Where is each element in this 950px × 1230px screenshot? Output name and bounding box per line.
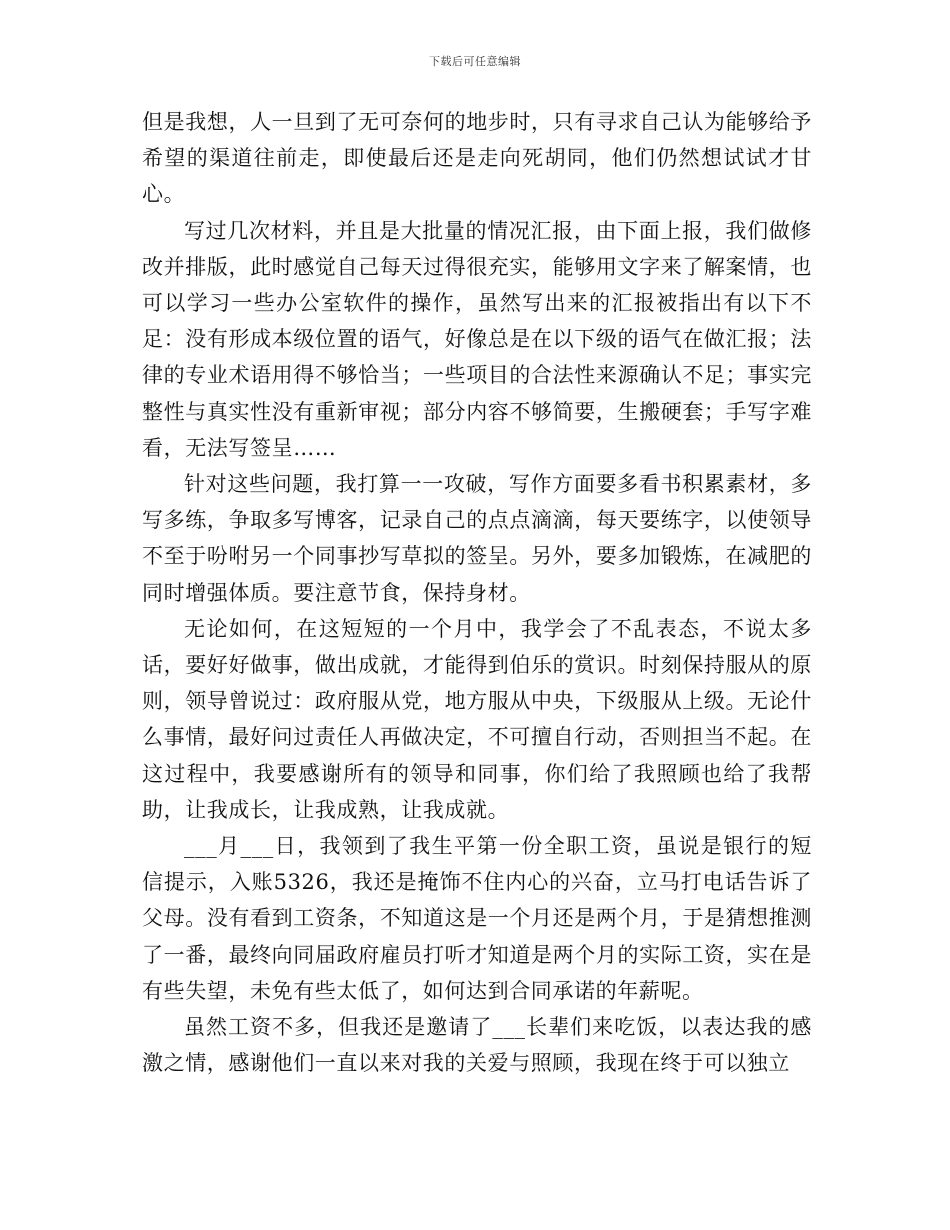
page-header: 下载后可任意编辑 xyxy=(429,55,521,68)
paragraph-3: 针对这些问题，我打算一一攻破，写作方面要多看书积累素材，多写多练，争取多写博客，记录自己的点点滴滴，每天要练字，以使领导不至于吩咐另一个同事抄写草拟的签呈。另外，要多加锻炼，在减肥的同时增强体质。要注意节食，保持身材。 xyxy=(142,472,812,605)
paragraph-1: 但是我想，人一旦到了无可奈何的地步时，只有寻求自己认为能够给予希望的渠道往前走，即使最后还是走向死胡同，他们仍然想试试才甘心。 xyxy=(142,110,812,207)
document-body xyxy=(142,104,812,1081)
paragraph-2: 写过几次材料，并且是大批量的情况汇报，由下面上报，我们做修改并排版，此时感觉自己每天过得很充实，能够用文字来了解案情，也可以学习一些办公室软件的操作，虽然写出来的汇报被指出有以下不足：没有形成本级位置的语气，好像总是在以下级的语气在做汇报；法律的专业术语用得不够恰当；一些项目的合法性来源确认不足；事实完整性与真实性没有重新审视；部分内容不够简要，生搬硬套；手写字难看，无法写签呈…… xyxy=(142,218,812,460)
paragraph-4: 无论如何，在这短短的一个月中，我学会了不乱表态，不说太多话，要好好做事，做出成就，才能得到伯乐的赏识。时刻保持服从的原则，领导曾说过：政府服从党，地方服从中央，下级服从上级。无论什么事情，最好问过责任人再做决定，不可擅自行动，否则担当不起。在这过程中，我要感谢所有的领导和同事，你们给了我照顾也给了我帮助，让我成长，让我成熟，让我成就。 xyxy=(142,616,812,822)
paragraph-5: ___月___日，我领到了我生平第一份全职工资，虽说是银行的短信提示，入账5326，我还是掩饰不住内心的兴奋，立马打电话告诉了父母。没有看到工资条，不知道这是一个月还是两个月，于是猜想推测了一番，最终向同届政府雇员打听才知道是两个月的实际工资，实在是有些失望，未免有些太低了，如何达到合同承诺的年薪呢。 xyxy=(142,834,812,1003)
paragraph-6: 虽然工资不多，但我还是邀请了___长辈们来吃饭，以表达我的感激之情，感谢他们一直以来对我的关爱与照顾，我现在终于可以独立 xyxy=(142,1015,812,1076)
